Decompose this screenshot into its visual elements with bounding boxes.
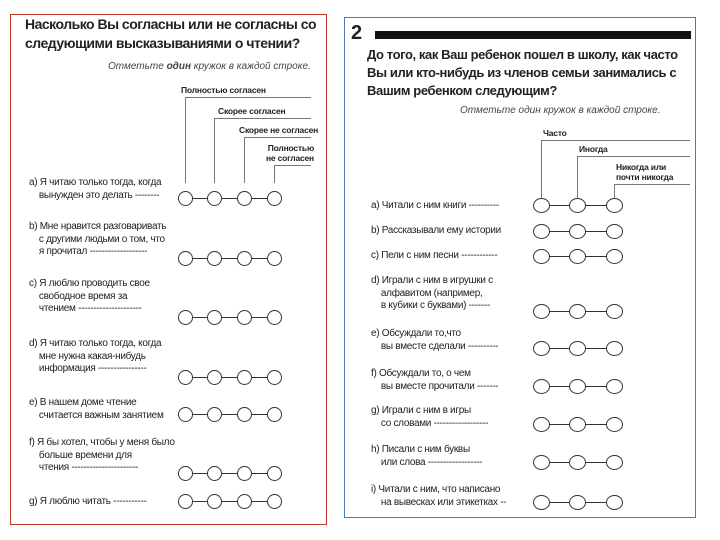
answer-radio[interactable]: [569, 198, 586, 213]
column-header: Полностью согласен: [181, 85, 266, 95]
answer-radio[interactable]: [533, 455, 550, 470]
left-questionnaire-panel: [10, 14, 327, 525]
answer-radio[interactable]: [606, 224, 623, 239]
column-guide-line: [541, 140, 542, 198]
list-item-text: h) Писали с ним буквы или слова ------------------: [371, 444, 483, 468]
answer-radio[interactable]: [178, 494, 193, 509]
answer-radio[interactable]: [267, 494, 282, 509]
answer-radio[interactable]: [207, 466, 222, 481]
list-item-text: g) Играли с ним в игры со словами ------------------: [371, 405, 489, 429]
list-item-text: b) Мне нравится разговаривать с другими людьми о том, что я прочитал -------------------: [29, 221, 167, 257]
answer-radio[interactable]: [178, 310, 193, 325]
column-guide-line: [274, 165, 311, 166]
answer-radio[interactable]: [533, 304, 550, 319]
column-guide-line: [577, 156, 578, 198]
column-header: Скорее согласен: [218, 106, 286, 116]
list-item-text: g) Я люблю читать -----------: [29, 496, 147, 507]
column-guide-line: [185, 97, 311, 98]
answer-radio[interactable]: [237, 407, 252, 422]
column-header: Скорее не согласен: [239, 125, 319, 135]
right-questionnaire-panel: [344, 17, 696, 518]
answer-radio[interactable]: [207, 310, 222, 325]
answer-radio[interactable]: [267, 310, 282, 325]
answer-radio[interactable]: [267, 407, 282, 422]
answer-radio[interactable]: [606, 249, 623, 264]
question-title: До того, как Ваш ребенок пошел в школу, как часто Вы или кто-нибудь из членов семьи занимались с Вашим ребенком следующим?: [367, 47, 678, 98]
answer-radio[interactable]: [237, 251, 252, 266]
connector-line: [185, 414, 274, 415]
connector-line: [185, 501, 274, 502]
answer-radio[interactable]: [569, 455, 586, 470]
answer-radio[interactable]: [606, 495, 623, 510]
divider-bar: [375, 31, 691, 39]
list-item-text: e) В нашем доме чтение считается важным занятием: [29, 397, 164, 421]
list-item-text: d) Я читаю только тогда, когда мне нужна какая-нибудь информация ----------------: [29, 338, 162, 374]
answer-radio[interactable]: [178, 191, 193, 206]
list-item-text: f) Я бы хотел, чтобы у меня было больше времени для чтения ----------------------: [29, 437, 175, 473]
column-guide-line: [614, 184, 615, 198]
column-guide-line: [577, 156, 690, 157]
list-item-text: c) Я люблю проводить свое свободное время за чтением ---------------------: [29, 278, 150, 314]
answer-radio[interactable]: [533, 224, 550, 239]
answer-radio[interactable]: [237, 494, 252, 509]
connector-line: [185, 258, 274, 259]
answer-radio[interactable]: [237, 466, 252, 481]
answer-radio[interactable]: [569, 249, 586, 264]
connector-line: [185, 473, 274, 474]
answer-radio[interactable]: [569, 379, 586, 394]
answer-radio[interactable]: [178, 407, 193, 422]
instruction-text: Отметьте: [108, 61, 167, 72]
column-header: Иногда: [579, 144, 608, 154]
answer-radio[interactable]: [178, 251, 193, 266]
answer-radio[interactable]: [569, 224, 586, 239]
answer-radio[interactable]: [533, 379, 550, 394]
answer-radio[interactable]: [237, 370, 252, 385]
answer-radio[interactable]: [569, 495, 586, 510]
column-guide-line: [244, 137, 311, 138]
answer-radio[interactable]: [606, 455, 623, 470]
answer-radio[interactable]: [533, 341, 550, 356]
column-header: Часто: [543, 128, 567, 138]
list-item-text: i) Читали с ним, что написано на вывесках или этикетках --: [371, 484, 507, 508]
list-item-text: f) Обсуждали то, о чем вы вместе прочитали -------: [371, 368, 499, 392]
column-guide-line: [244, 137, 245, 183]
column-guide-line: [214, 118, 215, 183]
answer-radio[interactable]: [606, 341, 623, 356]
answer-radio[interactable]: [569, 304, 586, 319]
answer-radio[interactable]: [267, 191, 282, 206]
answer-radio[interactable]: [267, 370, 282, 385]
list-item-text: a) Я читаю только тогда, когда вынужден это делать --------: [29, 177, 162, 201]
answer-radio[interactable]: [267, 466, 282, 481]
answer-radio[interactable]: [207, 494, 222, 509]
instruction-bold: один: [166, 61, 192, 72]
column-guide-line: [214, 118, 311, 119]
answer-radio[interactable]: [533, 417, 550, 432]
answer-radio[interactable]: [606, 198, 623, 213]
answer-radio[interactable]: [207, 191, 222, 206]
answer-radio[interactable]: [533, 495, 550, 510]
instruction-text: кружок в каждой строке.: [191, 61, 311, 72]
answer-radio[interactable]: [569, 417, 586, 432]
connector-line: [185, 198, 274, 199]
answer-radio[interactable]: [569, 341, 586, 356]
connector-line: [185, 317, 274, 318]
answer-radio[interactable]: [178, 466, 193, 481]
question-title: Насколько Вы согласны или не согласны со следующими высказываниями о чтении?: [25, 16, 317, 51]
answer-radio[interactable]: [533, 198, 550, 213]
column-header: Полностью не согласен: [266, 143, 314, 163]
answer-radio[interactable]: [267, 251, 282, 266]
list-item-text: e) Обсуждали то,что вы вместе сделали ----------: [371, 328, 499, 352]
answer-radio[interactable]: [606, 379, 623, 394]
instruction: Отметьте один кружок в каждой строке.: [460, 105, 661, 116]
list-item-text: b) Рассказывали ему истории: [371, 225, 501, 236]
answer-radio[interactable]: [606, 304, 623, 319]
column-guide-line: [274, 165, 275, 183]
question-number: 2: [351, 22, 363, 44]
connector-line: [185, 377, 274, 378]
answer-radio[interactable]: [207, 407, 222, 422]
column-guide-line: [541, 140, 690, 141]
answer-radio[interactable]: [533, 249, 550, 264]
answer-radio[interactable]: [207, 251, 222, 266]
instruction: [108, 61, 311, 73]
list-item-text: c) Пели с ним песни ------------: [371, 250, 498, 261]
column-guide-line: [185, 97, 186, 183]
column-header: Никогда или почти никогда: [616, 162, 674, 182]
answer-radio[interactable]: [178, 370, 193, 385]
answer-radio[interactable]: [207, 370, 222, 385]
answer-radio[interactable]: [606, 417, 623, 432]
answer-radio[interactable]: [237, 310, 252, 325]
list-item-text: d) Играли с ним в игрушки с алфавитом (например, в кубики с буквами) -------: [371, 275, 493, 311]
answer-radio[interactable]: [237, 191, 252, 206]
column-guide-line: [614, 184, 690, 185]
list-item-text: a) Читали с ним книги ----------: [371, 200, 499, 211]
